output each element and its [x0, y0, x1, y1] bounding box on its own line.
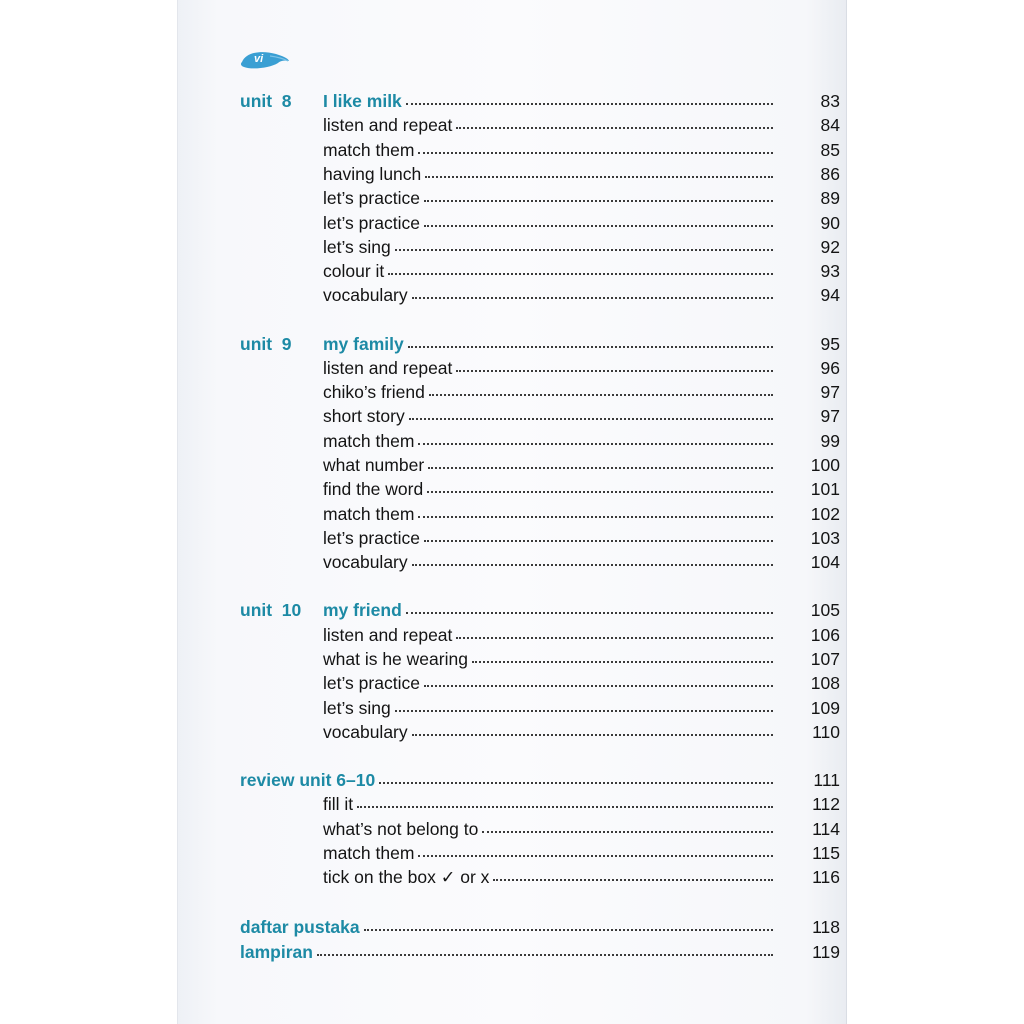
page-ref: 102 — [810, 503, 840, 524]
page-ref: 89 — [820, 188, 840, 209]
toc-item-label: what number — [323, 455, 425, 475]
page-ref: 118 — [812, 917, 840, 938]
page-number-badge — [240, 48, 290, 72]
page-ref: 109 — [810, 697, 840, 718]
dot-leader — [424, 225, 773, 227]
page-ref: 104 — [810, 552, 840, 573]
dot-leader — [409, 418, 773, 420]
dot-leader — [428, 467, 773, 469]
backmatter-title: lampiran — [240, 941, 313, 962]
dot-leader — [493, 879, 773, 881]
toc-item-row — [0, 186, 1024, 210]
toc-section-row — [0, 332, 1024, 356]
dot-leader — [418, 516, 773, 518]
dot-leader — [418, 443, 773, 445]
toc-item-row — [0, 162, 1024, 186]
page-ref: 114 — [812, 818, 840, 839]
dot-leader — [429, 394, 773, 396]
toc-item-row — [0, 453, 1024, 477]
toc-item-label: having lunch — [323, 163, 422, 184]
toc-item-label: what is he wearing — [323, 648, 468, 669]
page-ref: 86 — [820, 163, 840, 184]
dot-leader — [412, 297, 773, 299]
toc-item-row — [0, 502, 1024, 526]
toc-backmatter-row — [0, 940, 1024, 964]
page-number: vi — [254, 53, 264, 65]
dot-leader — [425, 176, 773, 178]
toc-item-row — [0, 550, 1024, 574]
page-ref: 99 — [820, 430, 840, 451]
toc-backmatter-row — [0, 915, 1024, 939]
toc-item-row — [0, 841, 1024, 865]
toc-item-label: vocabulary — [323, 285, 408, 306]
toc-item-label: match them — [323, 842, 415, 863]
toc-section-row — [0, 89, 1024, 113]
page-ref: 115 — [812, 842, 840, 863]
unit-number: unit 10 — [240, 600, 302, 621]
unit-title: my family — [323, 333, 404, 354]
page-ref: 95 — [820, 333, 840, 354]
unit-title: review unit 6–10 — [240, 769, 376, 790]
toc-item-row — [0, 720, 1024, 744]
toc-item-label: vocabulary — [323, 721, 408, 742]
toc-item-label: fill it — [323, 794, 354, 815]
toc-item-label: vocabulary — [323, 552, 408, 573]
dot-leader — [406, 612, 773, 614]
page-ref: 100 — [810, 455, 840, 475]
toc-item-label: match them — [323, 503, 415, 524]
toc-item-row — [0, 792, 1024, 816]
toc-item-row — [0, 623, 1024, 647]
dot-leader — [427, 491, 773, 493]
toc-item-row — [0, 671, 1024, 695]
dot-leader — [388, 273, 773, 275]
page-ref: 93 — [820, 261, 840, 282]
page-ref: 110 — [812, 721, 840, 742]
brush-stroke-icon — [240, 48, 290, 72]
toc-item-row — [0, 211, 1024, 235]
toc-item-label: match them — [323, 139, 415, 160]
toc-section-row — [0, 768, 1024, 792]
toc-item-row — [0, 429, 1024, 453]
toc-item-row — [0, 817, 1024, 841]
page-ref: 112 — [812, 794, 840, 815]
page-ref: 103 — [810, 527, 840, 548]
page-ref: 83 — [820, 91, 840, 111]
toc-item-label: let’s sing — [323, 236, 391, 257]
toc-item-row — [0, 380, 1024, 404]
page-ref: 90 — [820, 212, 840, 233]
page-ref: 111 — [813, 769, 840, 790]
dot-leader — [456, 637, 773, 639]
page-ref: 85 — [820, 139, 840, 160]
unit-number: unit 9 — [240, 333, 292, 354]
dot-leader — [357, 806, 773, 808]
toc-item-row — [0, 235, 1024, 259]
dot-leader — [456, 370, 773, 372]
dot-leader — [317, 954, 773, 956]
unit-title: I like milk — [323, 91, 402, 111]
dot-leader — [418, 152, 773, 154]
toc-item-label: short story — [323, 406, 405, 427]
page-ref: 97 — [820, 382, 840, 403]
page-ref: 84 — [820, 115, 840, 136]
dot-leader — [364, 929, 773, 931]
toc-item-label: let’s practice — [323, 188, 420, 209]
unit-number: unit 8 — [240, 91, 292, 111]
toc-item-row — [0, 356, 1024, 380]
toc-item-row — [0, 113, 1024, 137]
page-ref: 105 — [810, 600, 840, 621]
toc-item-label: listen and repeat — [323, 115, 453, 136]
page-ref: 96 — [820, 357, 840, 378]
backmatter-title: daftar pustaka — [240, 917, 360, 938]
page-ref: 92 — [820, 236, 840, 257]
page-ref: 116 — [812, 867, 840, 888]
page-ref: 94 — [820, 285, 840, 306]
dot-leader — [424, 540, 773, 542]
toc-item-row — [0, 696, 1024, 720]
unit-title: my friend — [323, 600, 402, 621]
dot-leader — [418, 855, 773, 857]
toc-item-row — [0, 477, 1024, 501]
page-ref: 97 — [820, 406, 840, 427]
toc-item-label: listen and repeat — [323, 624, 453, 645]
toc-item-row — [0, 865, 1024, 889]
toc-item-label: chiko’s friend — [323, 382, 425, 403]
dot-leader — [379, 782, 773, 784]
page-ref: 107 — [810, 648, 840, 669]
toc-item-label: what’s not belong to — [323, 818, 479, 839]
dot-leader — [408, 346, 773, 348]
page-ref: 119 — [812, 941, 840, 962]
toc-item-label: let’s practice — [323, 673, 420, 694]
toc-section-row — [0, 598, 1024, 622]
dot-leader — [412, 564, 773, 566]
toc-item-label: let’s practice — [323, 527, 420, 548]
toc-item-label: let’s practice — [323, 212, 420, 233]
dot-leader — [472, 661, 773, 663]
dot-leader — [456, 127, 773, 129]
toc-item-label: tick on the box ✓ or x — [323, 867, 490, 888]
toc-item-row — [0, 647, 1024, 671]
page-ref: 101 — [810, 479, 840, 500]
toc-item-row — [0, 138, 1024, 162]
dot-leader — [406, 103, 773, 105]
toc-item-label: find the word — [323, 479, 424, 500]
toc-item-row — [0, 404, 1024, 428]
toc-item-row — [0, 259, 1024, 283]
dot-leader — [424, 685, 773, 687]
toc-item-label: match them — [323, 430, 415, 451]
toc-item-label: listen and repeat — [323, 357, 453, 378]
dot-leader — [395, 249, 773, 251]
toc-item-label: colour it — [323, 261, 385, 282]
dot-leader — [424, 200, 773, 202]
dot-leader — [412, 734, 773, 736]
dot-leader — [395, 710, 773, 712]
toc-item-label: let’s sing — [323, 697, 391, 718]
toc-item-row — [0, 283, 1024, 307]
dot-leader — [482, 831, 773, 833]
page-ref: 106 — [810, 624, 840, 645]
page-ref: 108 — [810, 673, 840, 694]
toc-item-row — [0, 526, 1024, 550]
